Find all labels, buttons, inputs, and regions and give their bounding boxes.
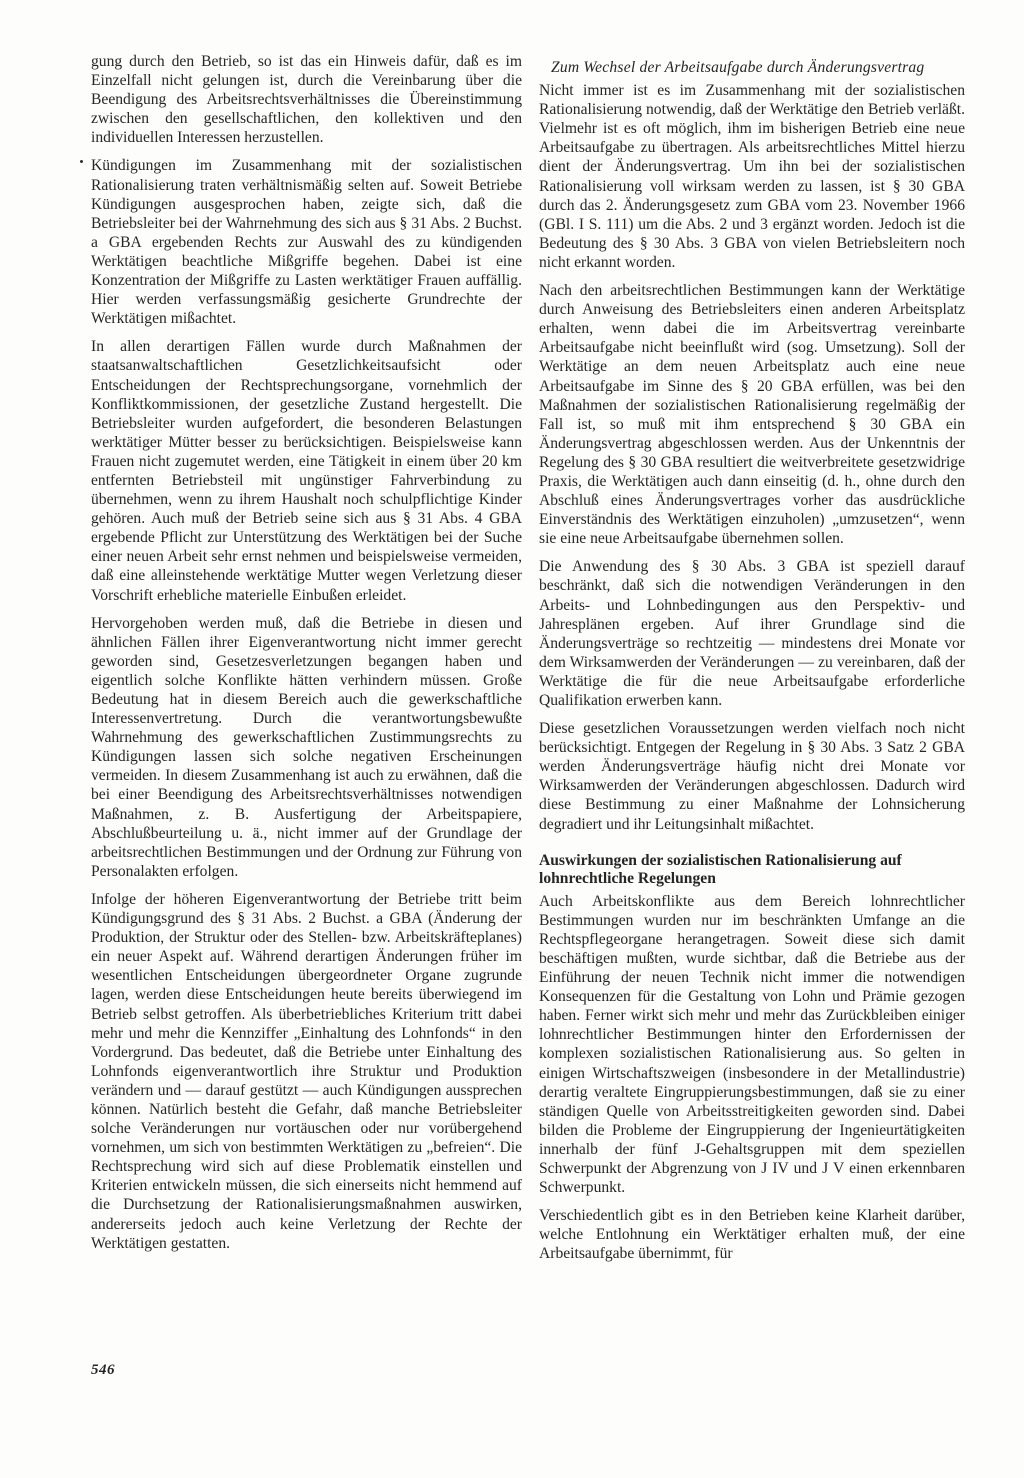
right-paragraph-6: Verschiedentlich gibt es in den Betrieben keine Klarheit darüber, welche Entlohnung ein Werktätiger erhalten muß, der eine Arbeitsaufgabe übernimmt, für <box>539 1207 965 1263</box>
page-number: 546 <box>91 1362 115 1378</box>
right-paragraph-5: Auch Arbeitskonflikte aus dem Bereich lohnrechtlicher Bestimmungen wurden nur im beschränkten Umfange an die Rechtspflegeorgane herangetragen. Soweit diese sich damit beschäftigen mußten, wurde sichtbar, daß die Betriebe aus der Einführung der neuen Technik nicht immer die notwendigen Konsequenzen für die Gestaltung von Lohn und Prämie gezogen haben. Ferner wirkt sich mehr und mehr das Zurückbleiben einiger lohnrechtlicher Bestimmungen hinter den Erfordernissen der komplexen sozialistischen Rationalisierung aus. So gelten in einigen Wirtschaftszweigen (insbesondere in der Metallindustrie) derartig veraltete Eingruppierungsbestimmungen, daß sie zu einer ständigen Quelle von Arbeitsstreitigkeiten geworden sind. Dabei bilden die Probleme der Eingruppierung der Ingenieurtätigkeiten innerhalb der fünf J-Gehaltsgruppen mit dem speziellen Schwerpunkt der Abgrenzung von J IV und J V einen erkennbaren Schwerpunkt. <box>539 892 965 1197</box>
left-paragraph-3: In allen derartigen Fällen wurde durch Maßnahmen der staatsanwaltschaftlichen Gesetzlichkeitsaufsicht oder Entscheidungen der Rechtsprechungsorgane, vornehmlich der Konfliktkommissionen, der gesetzliche Zustand hergestellt. Die Betriebsleiter wurden aufgefordert, die besonderen Belastungen werktätiger Mütter besser zu berücksichtigen. Beispielsweise kann Frauen nicht zugemutet werden, eine Tätigkeit in einem über 20 km entfernten Betriebsteil mit ungünstiger Fahrverbindung zu übernehmen, wenn zu ihrem Haushalt noch schulpflichtige Kinder gehören. Auch muß der Betrieb seine sich aus § 31 Abs. 4 GBA ergebende Pflicht zur Unterstützung des Werktätigen bei der Suche einer neuen Arbeit sehr ernst nehmen und beispielsweise vermeiden, daß eine alleinstehende werktätige Mutter wegen Verletzung dieser Vorschrift erhebliche materielle Einbußen erleidet. <box>91 338 522 604</box>
right-column <box>539 52 965 1272</box>
section-subheading: Zum Wechsel der Arbeitsaufgabe durch Änderungsvertrag <box>551 59 925 76</box>
section-heading: Auswirkungen der sozialistischen Rationalisierung auf lohnrechtliche Regelungen <box>539 851 902 888</box>
left-column <box>91 52 522 1262</box>
left-paragraph-5: Infolge der höheren Eigenverantwortung der Betriebe tritt beim Kündigungsgrund des § 31 Abs. 2 Buchst. a GBA (Änderung der Produktion, der Struktur oder des Stellen- bzw. Arbeitskräfteplanes) ein neuer Aspekt auf. Während derartigen Änderungen früher im wesentlichen Entscheidungen übergeordneter Organe zugrunde lagen, werden diese Entscheidungen heute bereits überwiegend im Betrieb selbst getroffen. Als überbetriebliches Kriterium tritt dabei mehr und mehr die Kennziffer „Einhaltung des Lohnfonds“ in den Vordergrund. Das bedeutet, daß die Betriebe unter Einhaltung des Lohnfonds eigenverantwortlich ihre Struktur und Produktion verändern und — darauf gestützt — auch Kündigungen aussprechen können. Natürlich besteht die Gefahr, daß manche Betriebsleiter solche Veränderungen nur vortäuschen oder nur vorübergehend vornehmen, um sich von bestimmten Werktätigen zu „befreien“. Die Rechtsprechung wird sich auf diese Problematik einstellen und Kriterien entwickeln müssen, die sich einerseits nicht hemmend auf die Durchsetzung der Rationalisierungsmaßnahmen auswirken, andererseits jedoch auch keine Verletzung der Rechte der Werktätigen gestatten. <box>91 890 522 1252</box>
right-paragraph-2: Nach den arbeitsrechtlichen Bestimmungen kann der Werktätige durch Anweisung des Betriebsleiters einen anderen Arbeitsplatz erhalten, wenn dabei die im Arbeitsvertrag vereinbarte Arbeitsaufgabe nicht beeinflußt wird (sog. Umsetzung). Soll der Werktätige an dem neuen Arbeitsplatz auch eine neue Arbeitsaufgabe im Sinne des § 20 GBA erfüllen, was bei den Maßnahmen der sozialistischen Rationalisierung regelmäßig der Fall ist, so muß mit ihm entsprechend § 30 GBA ein Änderungsvertrag abgeschlossen werden. Aus der Unkenntnis der Regelung des § 30 GBA resultiert die weitverbreitete gesetzwidrige Praxis, die Werktätigen auch dann einseitig (d. h., ohne durch den Abschluß eines Änderungsvertrages vorher das ausdrückliche Einverständnis des Werktätigen einzuholen) „umzusetzen“, wenn sie eine neue Arbeitsaufgabe übernehmen sollen. <box>539 282 965 548</box>
left-paragraph-4: Hervorgehoben werden muß, daß die Betriebe in diesen und ähnlichen Fällen ihrer Eigenverantwortung nicht immer gerecht geworden sind, Gesetzesverletzungen begangen haben und eigentlich solche Konflikte hätten verhindern müssen. Große Bedeutung hat in diesem Bereich auch die gewerkschaftliche Interessenvertretung. Durch die verantwortungsbewußte Wahrnehmung des gewerkschaftlichen Zustimmungsrechts zu Kündigungen lassen sich solche negativen Erscheinungen vermeiden. In diesem Zusammenhang ist auch zu erwähnen, daß die bei einer Beendigung des Arbeitsrechtsverhältnisses notwendigen Maßnahmen, z. B. Ausfertigung der Arbeitspapiere, Abschlußbeurteilung u. ä., nicht immer auf der Grundlage der arbeitsrechtlichen Bestimmungen und der Ordnung zur Führung von Personalakten erfolgen. <box>91 614 522 880</box>
ink-dot <box>80 160 83 163</box>
left-paragraph-2: Kündigungen im Zusammenhang mit der sozialistischen Rationalisierung traten verhältnismäßig selten auf. Soweit Betriebe Kündigungen ausgesprochen haben, zeigte sich, daß die Betriebsleiter bei der Wahrnehmung des sich aus § 31 Abs. 2 Buchst. a GBA ergebenden Rechts zur Auswahl des zu kündigenden Werktätigen beachtliche Mißgriffe begehen. Dabei ist eine Konzentration der Mißgriffe zu Lasten werktätiger Frauen auffällig. Hier werden verfassungsmäßig gesicherte Grundrechte der Werktätigen mißachtet. <box>91 157 522 328</box>
right-paragraph-4: Diese gesetzlichen Voraussetzungen werden vielfach noch nicht berücksichtigt. Entgegen der Regelung in § 30 Abs. 3 Satz 2 GBA werden Änderungsverträge häufig nicht drei Monate vor Wirksamwerden der Veränderungen abgeschlossen. Dadurch wird diese Bestimmung zu einer Maßnahme der Lohnsicherung degradiert und ihr Leitungsinhalt mißachtet. <box>539 720 965 833</box>
right-paragraph-1: Nicht immer ist es im Zusammenhang mit der sozialistischen Rationalisierung notwendig, daß der Werktätige den Betrieb verläßt. Vielmehr ist es oft möglich, ihm im bisherigen Betrieb eine neue Arbeitsaufgabe zu übertragen. Als arbeitsrechtliches Mittel hierzu dient der Änderungsvertrag. Um ihn bei der sozialistischen Rationalisierung voll wirksam werden zu lassen, ist § 30 GBA durch das 2. Änderungsgesetz zum GBA vom 23. November 1966 (GBl. I S. 111) um die Abs. 2 und 3 ergänzt worden. Jedoch ist die Bedeutung des § 30 Abs. 3 GBA von vielen Betriebsleitern noch nicht erkannt worden. <box>539 82 965 271</box>
right-paragraph-3: Die Anwendung des § 30 Abs. 3 GBA ist speziell darauf beschränkt, daß sich die notwendigen Veränderungen in den Arbeits- und Lohnbedingungen aus den Perspektiv- und Jahresplänen ergeben. Auf ihrer Grundlage sind die Änderungsverträge so rechtzeitig — mindestens drei Monate vor dem Wirksamwerden der Veränderungen — zu vereinbaren, daß der Werktätige die für die neue Arbeitsaufgabe erforderliche Qualifikation erwerben kann. <box>539 558 965 709</box>
left-paragraph-1: gung durch den Betrieb, so ist das ein Hinweis dafür, daß es im Einzelfall nicht gelungen ist, durch die Vereinbarung über die Beendigung des Arbeitsrechtsverhältnisses die Übereinstimmung zwischen den gesellschaftlichen, den kollektiven und den individuellen Interessen herzustellen. <box>91 53 522 147</box>
